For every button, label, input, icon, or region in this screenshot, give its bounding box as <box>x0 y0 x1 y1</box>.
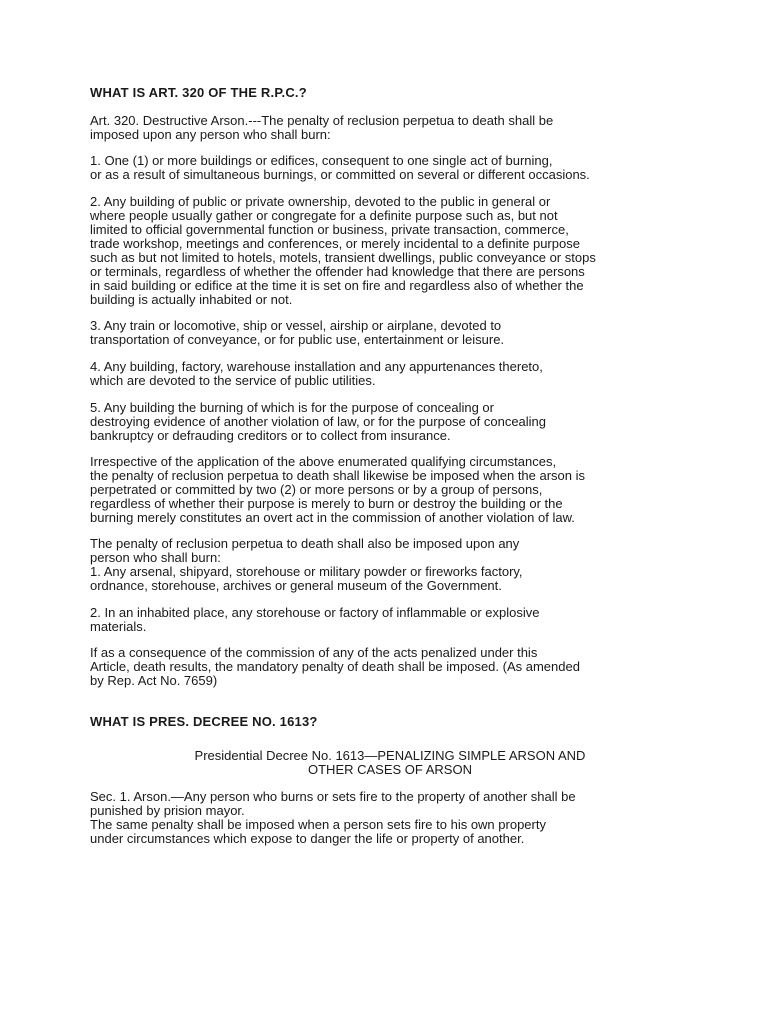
section-heading-art-320: WHAT IS ART. 320 OF THE R.P.C.? <box>90 85 307 100</box>
death-consequence-paragraph: If as a consequence of the commission of any of the acts penalized under this Article, death results, the mandatory penalty of death shall be imposed. (As amended by Rep. Act No. 7659) <box>90 645 580 688</box>
art-320-item-2: 2. Any building of public or private ownership, devoted to the public in general or where people usually gather or congregate for a definite purpose such as, but not limited to official governmental function or business, private transaction, commerce, trade workshop, meetings and conferences, or merely incidental to a definite purpose such as but not limited to hotels, motels, transient dwellings, public conveyance or stops or terminals, regardless of whether the offender had knowledge that there are persons in said building or edifice at the time it is set on fire and regardless also of whether the building is actually inhabited or not. <box>90 194 596 307</box>
sec-1-arson-paragraph: Sec. 1. Arson.—Any person who burns or sets fire to the property of another shall be punished by prision mayor. The same penalty shall be imposed when a person sets fire to his own property under circumstances which expose to danger the life or property of another. <box>90 789 576 846</box>
art-320-item-4: 4. Any building, factory, warehouse installation and any appurtenances thereto, which are devoted to the service of public utilities. <box>90 359 543 388</box>
irrespective-paragraph: Irrespective of the application of the above enumerated qualifying circumstances, the penalty of reclusion perpetua to death shall likewise be imposed when the arson is perpetrated or committed by two (2) or more persons or by a group of persons, regardless of whether their purpose is merely to burn or destroy the building or the burning merely constitutes an overt act in the commission of another violation of law. <box>90 454 586 525</box>
also-imposed-paragraph: The penalty of reclusion perpetua to death shall also be imposed upon any person who shall burn: 1. Any arsenal, shipyard, storehouse or military powder or fireworks factory, ordnance, storehouse, archives or general museum of the Government. <box>90 536 523 593</box>
art-320-item-5: 5. Any building the burning of which is for the purpose of concealing or destroying evidence of another violation of law, or for the purpose of concealing bankruptcy or defrauding creditors or to collect from insurance. <box>90 400 547 443</box>
art-320-item-1: 1. One (1) or more buildings or edifices, consequent to one single act of burning, or as a result of simultaneous burnings, or committed on several or different occasions. <box>90 153 590 182</box>
document-body <box>90 86 690 846</box>
art-320-item-3: 3. Any train or locomotive, ship or vessel, airship or airplane, devoted to transportation of conveyance, or for public use, entertainment or leisure. <box>90 318 505 347</box>
pd-1613-title: Presidential Decree No. 1613—PENALIZING SIMPLE ARSON AND OTHER CASES OF ARSON <box>194 748 586 777</box>
inhabited-place-item: 2. In an inhabited place, any storehouse or factory of inflammable or explosive materials. <box>90 605 540 634</box>
art-320-intro: Art. 320. Destructive Arson.---The penalty of reclusion perpetua to death shall be imposed upon any person who shall burn: <box>90 113 554 142</box>
section-heading-pd-1613: WHAT IS PRES. DECREE NO. 1613? <box>90 714 318 729</box>
